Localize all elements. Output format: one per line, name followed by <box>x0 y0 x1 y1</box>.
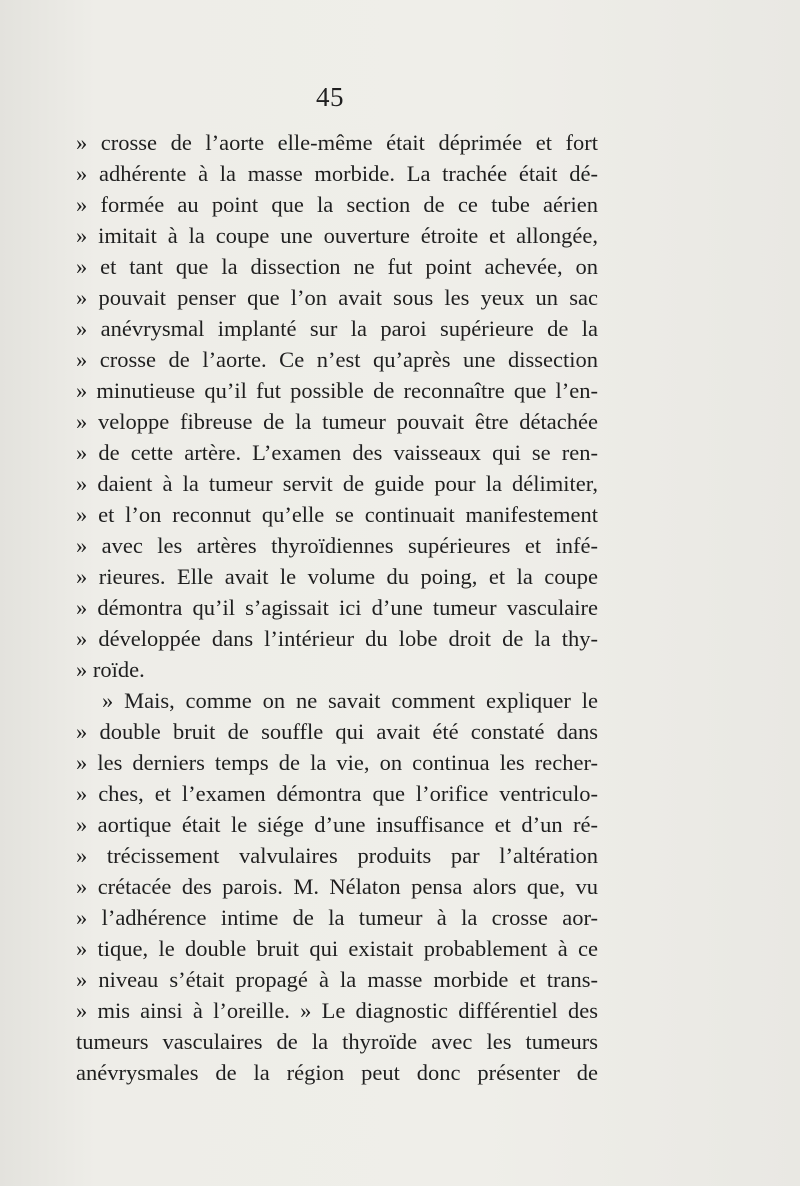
text-line: » l’adhérence intime de la tumeur à la crosse aor- <box>76 905 598 930</box>
text-line: tumeurs vasculaires de la thyroïde avec les tumeurs <box>76 1029 598 1054</box>
text-line: » roïde. <box>76 657 145 682</box>
text-line: anévrysmales de la région peut donc présenter de <box>76 1060 598 1085</box>
text-line: » anévrysmal implanté sur la paroi supérieure de la <box>76 316 598 341</box>
text-line: » crosse de l’aorte elle-même était déprimée et fort <box>76 130 598 155</box>
text-line: » tique, le double bruit qui existait probablement à ce <box>76 936 598 961</box>
text-line: » formée au point que la section de ce tube aérien <box>76 192 598 217</box>
body-text <box>76 127 598 1088</box>
text-line: » niveau s’était propagé à la masse morbide et trans- <box>76 967 598 992</box>
text-line: » pouvait penser que l’on avait sous les yeux un sac <box>76 285 598 310</box>
text-line: » ches, et l’examen démontra que l’orifice ventriculo- <box>76 781 598 806</box>
text-line: » double bruit de souffle qui avait été constaté dans <box>76 719 598 744</box>
text-line: » et l’on reconnut qu’elle se continuait manifestement <box>76 502 598 527</box>
text-line: » crétacée des parois. M. Nélaton pensa alors que, vu <box>76 874 598 899</box>
text-line: » daient à la tumeur servit de guide pour la délimiter, <box>76 471 598 496</box>
text-line: » avec les artères thyroïdiennes supérieures et infé- <box>76 533 598 558</box>
text-line: » Mais, comme on ne savait comment expliquer le <box>102 688 598 713</box>
text-line: » développée dans l’intérieur du lobe droit de la thy- <box>76 626 598 651</box>
text-line: » imitait à la coupe une ouverture étroite et allongée, <box>76 223 598 248</box>
text-line: » de cette artère. L’examen des vaisseaux qui se ren- <box>76 440 598 465</box>
text-line: » aortique était le siége d’une insuffisance et d’un ré- <box>76 812 598 837</box>
text-line: » les derniers temps de la vie, on continua les recher- <box>76 750 598 775</box>
text-line: » mis ainsi à l’oreille. » Le diagnostic différentiel des <box>76 998 598 1023</box>
text-line: » minutieuse qu’il fut possible de reconnaître que l’en- <box>76 378 598 403</box>
text-line: » veloppe fibreuse de la tumeur pouvait être détachée <box>76 409 598 434</box>
text-line: » adhérente à la masse morbide. La trachée était dé- <box>76 161 598 186</box>
page-number: 45 <box>316 82 344 112</box>
text-line: » crosse de l’aorte. Ce n’est qu’après une dissection <box>76 347 598 372</box>
text-line: » rieures. Elle avait le volume du poing, et la coupe <box>76 564 598 589</box>
text-line: » trécissement valvulaires produits par l’altération <box>76 843 598 868</box>
text-line: » et tant que la dissection ne fut point achevée, on <box>76 254 598 279</box>
text-line: » démontra qu’il s’agissait ici d’une tumeur vasculaire <box>76 595 598 620</box>
